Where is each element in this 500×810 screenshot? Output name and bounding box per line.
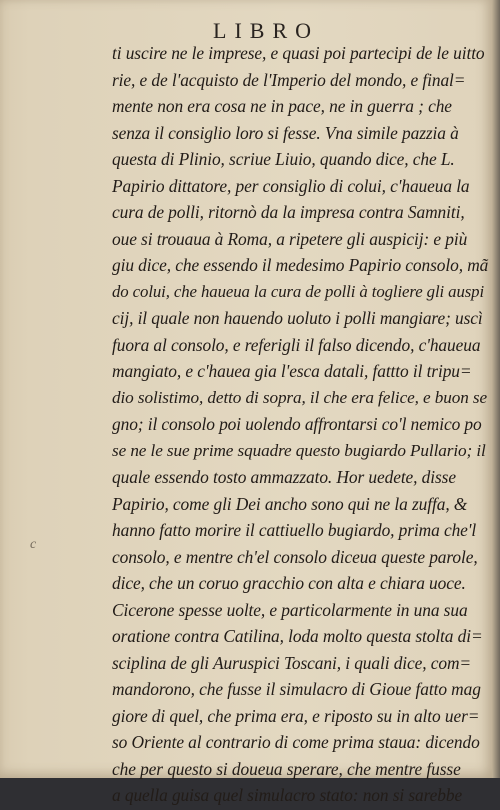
text-line: cura de polli, ritornò da la impresa contra Samniti,	[112, 202, 465, 222]
text-line: a quella guisa quel simulacro stato: non si sarebbe	[112, 785, 463, 805]
margin-mark: c	[30, 537, 37, 552]
text-line: hanno fatto morire il cattiuello bugiardo, prima che'l	[112, 520, 477, 540]
text-line: giu dice, che essendo il medesimo Papirio consolo, mã	[112, 255, 489, 275]
page-edge	[492, 0, 500, 778]
running-head: LIBRO	[213, 18, 319, 43]
text-line: quale essendo tosto ammazzato. Hor uedete, disse	[112, 467, 456, 487]
text-line: dice, che un coruo gracchio con alta e chiara uoce.	[112, 573, 466, 593]
text-line: mangiato, e c'hauea gia l'esca datali, fattto il tripu=	[112, 361, 472, 381]
text-line: sciplina de gli Aurusp​ici Toscani, i quali dice, com=	[112, 652, 472, 673]
text-line: rie, e de l'acquisto de l'Imperio del mondo, e final=	[112, 69, 466, 90]
text-line: Papirio, come gli Dei ancho sono qui ne la zuffa, &	[112, 493, 468, 514]
text-line: consolo, e mentre ch'el consolo diceua queste parole,	[112, 546, 478, 567]
text-line: mente non era cosa ne in pace, ne in guerra ; che	[112, 96, 452, 116]
text-line: gno; il consolo poi uolendo affrontarsi co'l nemico po	[112, 414, 482, 434]
text-line: senza il consiglio loro si fesse. Vna simile pazzia à	[112, 122, 459, 143]
text-line: Papirio dittatore, per consiglio di colui, c'haueua la	[112, 175, 470, 196]
text-line: do colui, che haueua la cura de polli à togliere gli auspi	[112, 281, 485, 301]
text-line: se ne le sue prime squadre questo bugiardo Pullario; il	[112, 440, 486, 460]
text-line: giore di quel, che prima era, e riposto su in alto uer=	[112, 705, 480, 726]
text-line: ti uscire ne le imprese, e quasi poi partecipi de le uitto	[112, 43, 485, 63]
text-line: so Oriente al contrario di come prima staua: dicendo	[112, 732, 480, 752]
body-text	[112, 40, 488, 809]
text-line: fuora al consolo, e referigli il falso dicendo, c'haueua	[112, 334, 481, 355]
text-line: mandorono, che fusse il simulacro di Gioue fatto mag	[112, 679, 481, 699]
text-line: Cicerone spesse uolte, e particolarmente in una sua	[112, 599, 468, 620]
text-line: oratione contra Catilina, loda molto questa stolta di=	[112, 626, 483, 646]
text-line: oue si trouaua à Roma, a ripetere gli auspicij: e più	[112, 228, 468, 249]
text-line: dio solistimo, detto di sopra, il che era felice, e buon se	[112, 387, 488, 407]
text-line: che per questo si doueua sperare, che mentre fusse	[112, 758, 461, 779]
text-line: questa di Plinio, scriue Liuio, quando dice, che L.	[112, 149, 455, 169]
text-line: cij, il quale non hauendo uoluto i polli mangiare; uscì	[112, 308, 483, 328]
